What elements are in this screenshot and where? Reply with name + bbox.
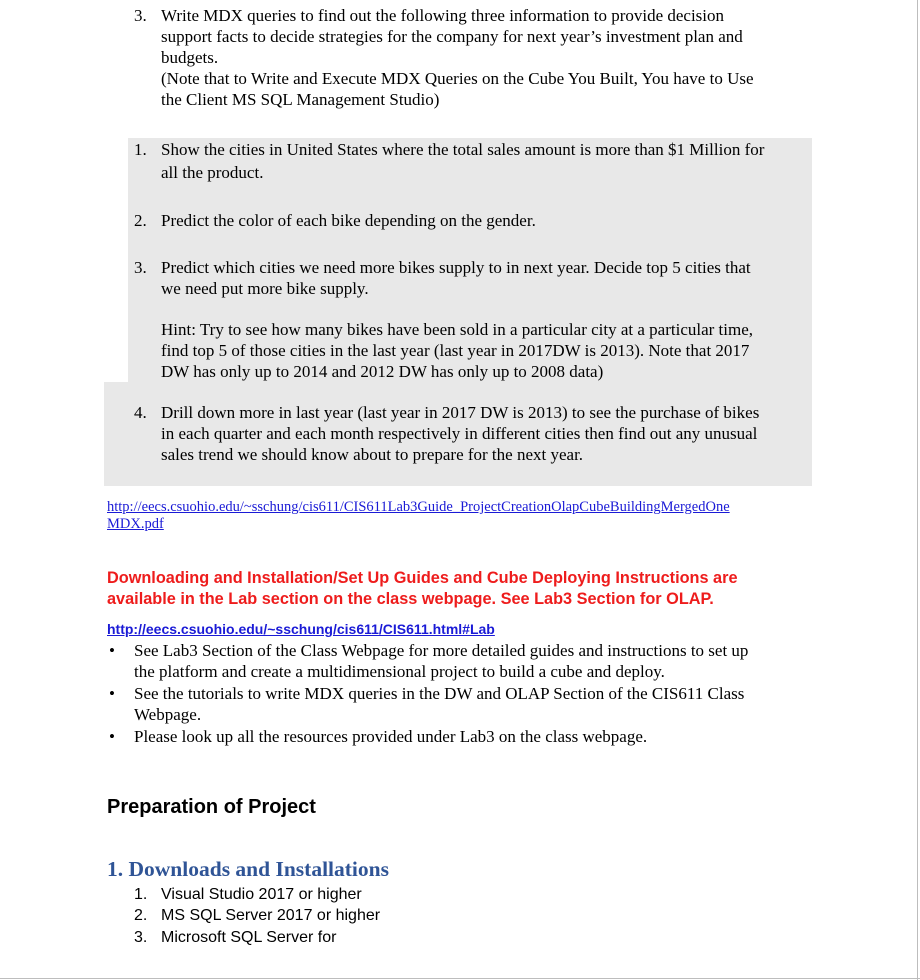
subitem-line: all the product.: [161, 163, 264, 182]
subitem-2-number: 2.: [134, 211, 147, 230]
page-right-border: [917, 0, 918, 980]
subitem-3-number: 3.: [134, 258, 147, 277]
bullet-item: [134, 640, 748, 682]
hint-line: find top 5 of those cities in the last year (last year in 2017DW is 2013). Note that 2017: [161, 341, 750, 360]
install-notice: [107, 568, 738, 609]
bullet-line: Please look up all the resources provided under Lab3 on the class webpage.: [134, 727, 648, 746]
heading-preparation: Preparation of Project: [107, 796, 316, 818]
subitem-1-text: [161, 139, 764, 183]
bullet-item: [134, 726, 647, 747]
subitem-4-text: [161, 402, 759, 465]
bullet-icon: •: [109, 727, 115, 746]
subitem-line: in each quarter and each month respectively in different cities then find out any unusual: [161, 424, 758, 443]
subitem-line: Show the cities in United States where the total sales amount is more than $1 Million for: [161, 140, 765, 159]
download-text: Visual Studio 2017 or higher: [161, 886, 362, 903]
guide-pdf-link[interactable]: http://eecs.csuohio.edu/~sschung/cis611/CIS611Lab3Guide_ProjectCreationOlapCubeBuildingMergedOne: [107, 499, 730, 515]
subitem-1-number: 1.: [134, 140, 147, 159]
task3-number: 3.: [134, 6, 147, 25]
task3-line: budgets.: [161, 48, 219, 67]
notice-line: Downloading and Installation/Set Up Guides and Cube Deploying Instructions are: [107, 569, 738, 587]
subitem-line: Predict the color of each bike depending on the gender.: [161, 211, 536, 230]
guide-pdf-link-cont[interactable]: MDX.pdf: [107, 516, 164, 532]
task3-line: the Client MS SQL Management Studio): [161, 90, 440, 109]
task3-line: (Note that to Write and Execute MDX Queries on the Cube You Built, You have to Use: [161, 69, 754, 88]
hint-line: Hint: Try to see how many bikes have been sold in a particular city at a particular time,: [161, 320, 754, 339]
download-text: MS SQL Server 2017 or higher: [161, 907, 381, 924]
bullet-icon: •: [109, 684, 115, 703]
page-bottom-border: [0, 978, 920, 979]
download-number: 2.: [134, 907, 148, 924]
task3-line: support facts to decide strategies for the company for next year’s investment plan and: [161, 27, 743, 46]
subitem-4-number: 4.: [134, 403, 147, 422]
download-text: Microsoft SQL Server for: [161, 929, 337, 946]
bullet-line: See the tutorials to write MDX queries in the DW and OLAP Section of the CIS611 Class: [134, 684, 745, 703]
bullet-item: [134, 683, 744, 725]
task3-line: Write MDX queries to find out the following three information to provide decision: [161, 6, 725, 25]
bullet-line: Webpage.: [134, 705, 202, 724]
subitem-3-text: [161, 257, 751, 299]
bullet-icon: •: [109, 641, 115, 660]
task3-text: [161, 5, 754, 110]
bullet-line: See Lab3 Section of the Class Webpage for more detailed guides and instructions to set up: [134, 641, 749, 660]
bullet-line: the platform and create a multidimensional project to build a cube and deploy.: [134, 662, 665, 681]
subitem-line: Predict which cities we need more bikes supply to in next year. Decide top 5 cities that: [161, 258, 751, 277]
subitem-line: sales trend we should know about to prepare for the next year.: [161, 445, 584, 464]
download-number: 3.: [134, 929, 148, 946]
subitem-line: Drill down more in last year (last year in 2017 DW is 2013) to see the purchase of bikes: [161, 403, 760, 422]
download-number: 1.: [134, 886, 148, 903]
hint-line: DW has only up to 2014 and 2012 DW has only up to 2008 data): [161, 362, 604, 381]
subitem-line: we need put more bike supply.: [161, 279, 369, 298]
subitem-2-text: [161, 210, 536, 231]
notice-line: available in the Lab section on the class webpage. See Lab3 Section for OLAP.: [107, 589, 714, 608]
heading-downloads: 1. Downloads and Installations: [107, 857, 389, 881]
class-webpage-link[interactable]: http://eecs.csuohio.edu/~sschung/cis611/CIS611.html#Lab: [107, 621, 495, 637]
hint-text: [161, 319, 753, 382]
